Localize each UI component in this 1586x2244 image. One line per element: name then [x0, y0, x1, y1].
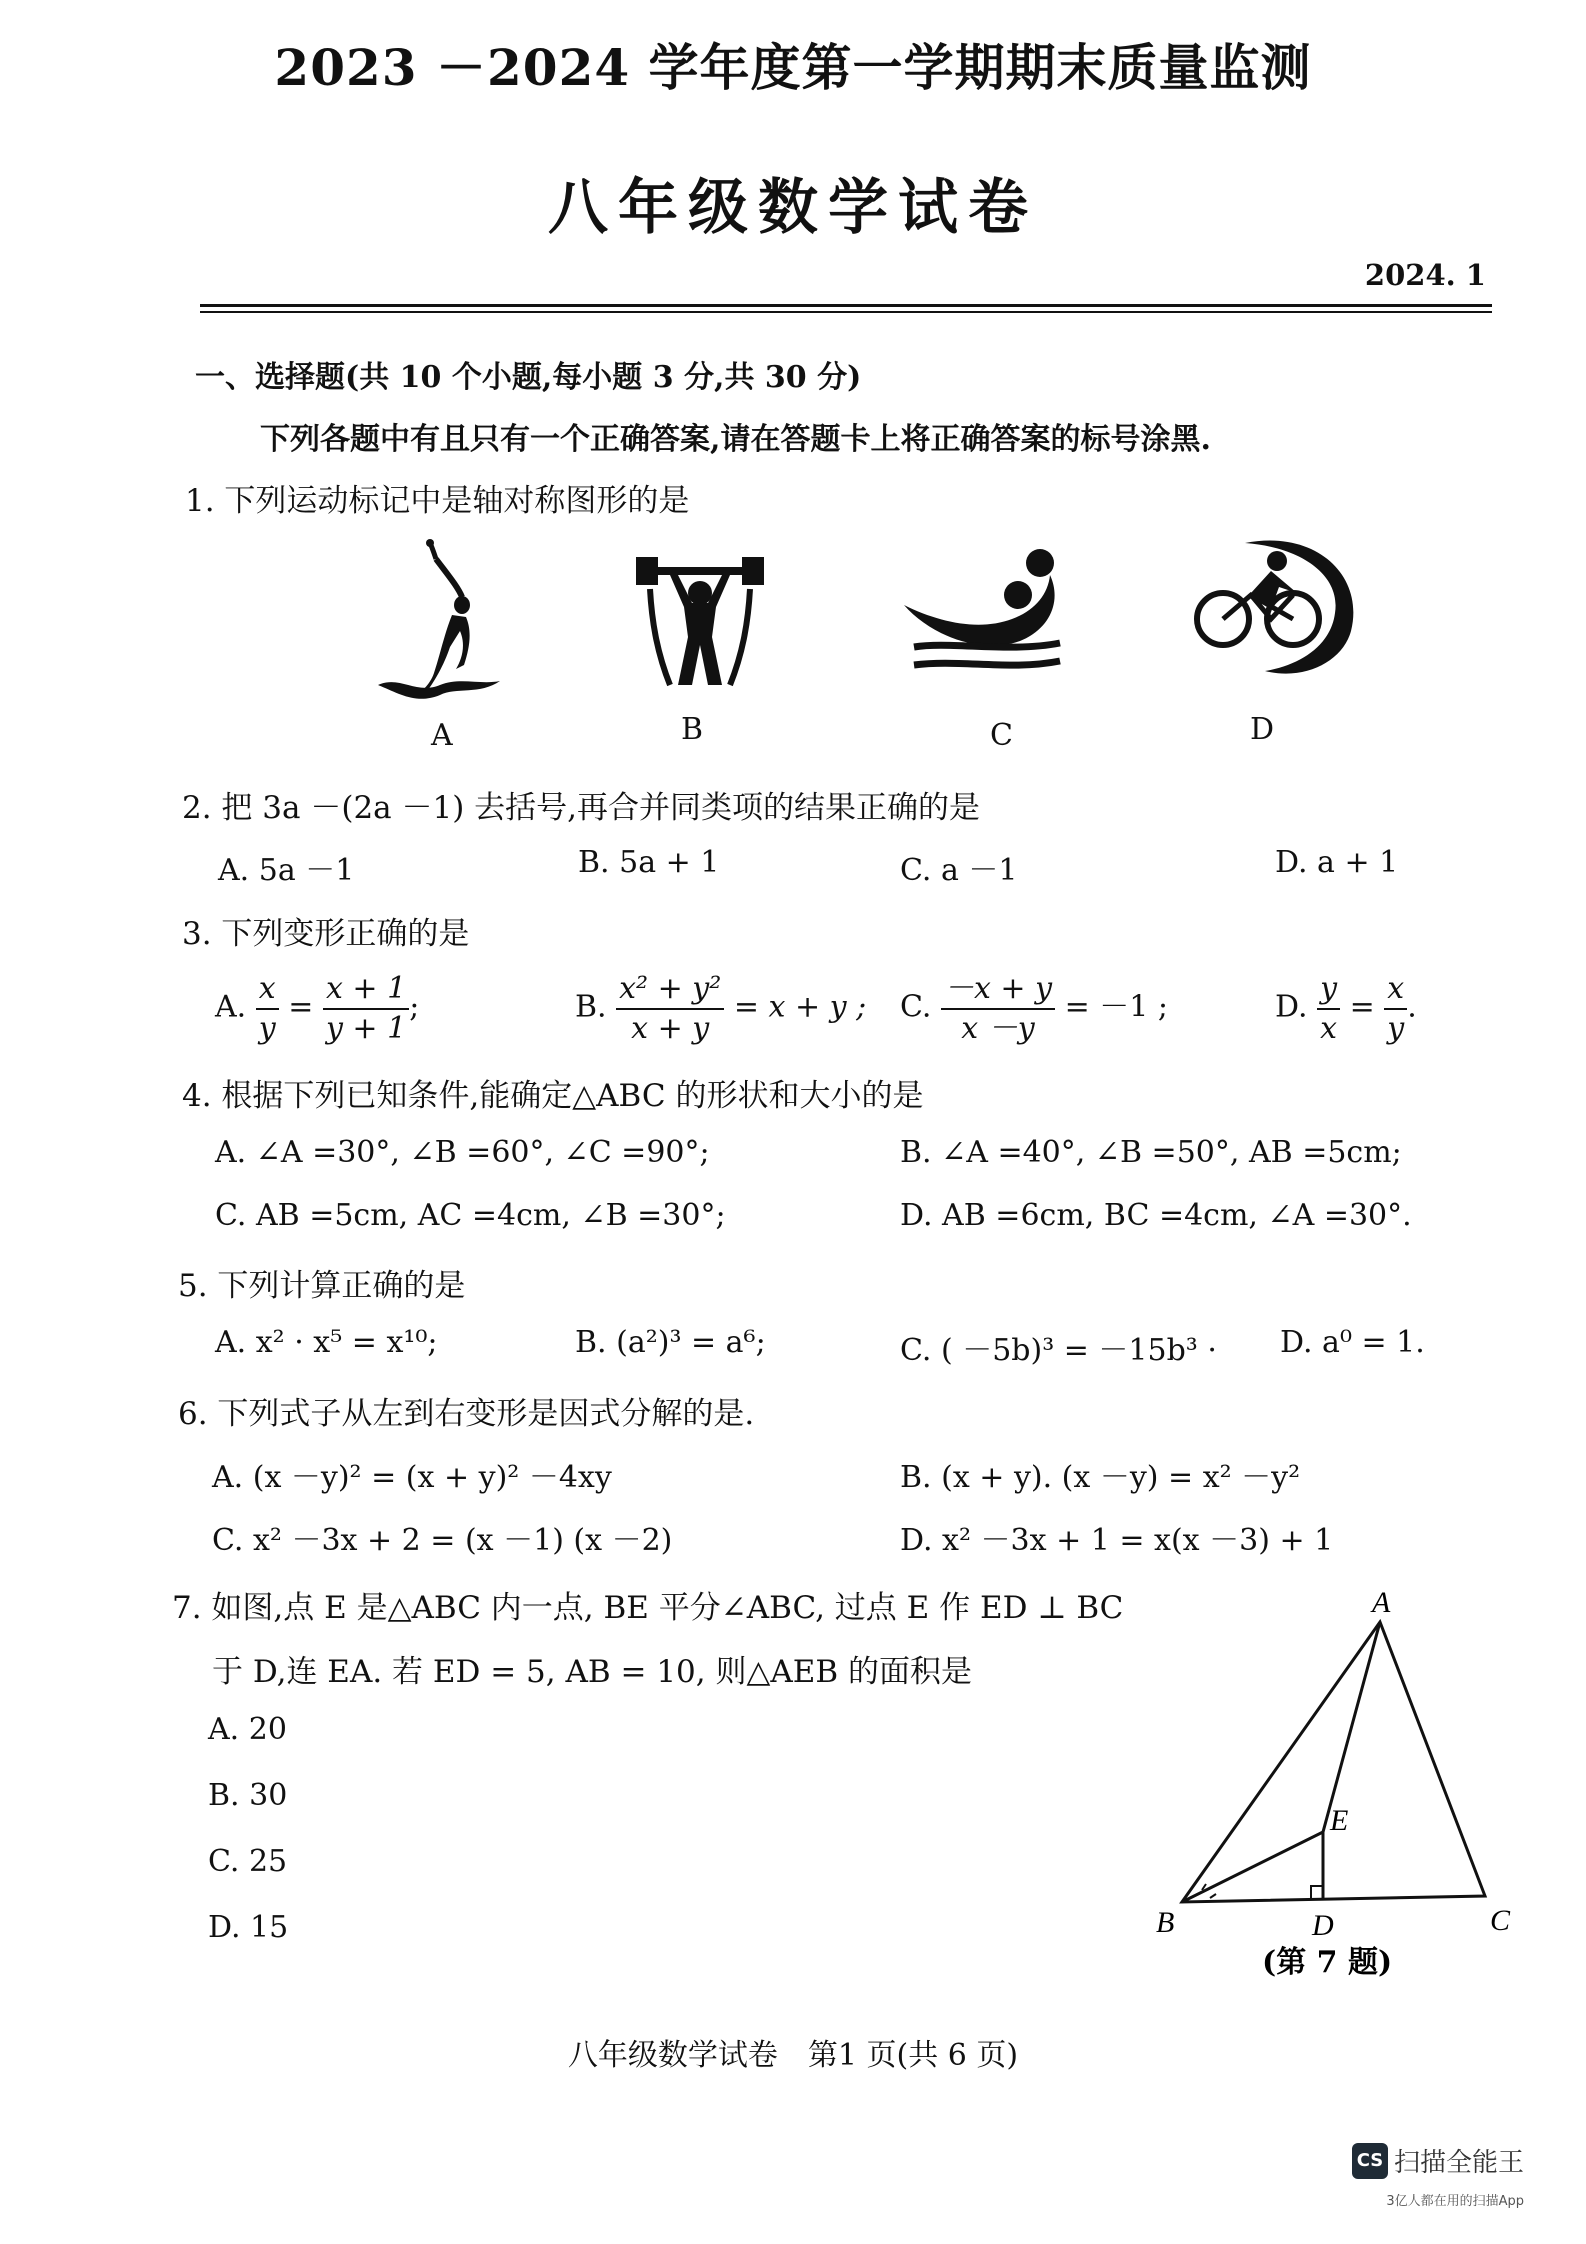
q6-option-d: D. x² －3x + 1 = x(x －3) + 1: [900, 1523, 1334, 1558]
scanner-name: 扫描全能王: [1393, 2148, 1524, 2178]
q2-option-a: A. 5a －1: [218, 853, 355, 888]
q2-stem: 2. 把 3a －(2a －1) 去括号,再合并同类项的结果正确的是: [182, 790, 981, 826]
q7-option-d: D. 15: [208, 1910, 289, 1945]
golfer-icon: [370, 535, 510, 705]
q3-b-prefix: B.: [575, 989, 607, 1025]
scanner-watermark: [1352, 2142, 1524, 2179]
q3-stem: 3. 下列变形正确的是: [182, 916, 470, 952]
fraction: [616, 970, 724, 1047]
numerator: x² + y²: [616, 970, 724, 1010]
point-e-label: E: [1330, 1804, 1349, 1837]
fraction: [1384, 970, 1407, 1047]
q3-option-a: [215, 970, 419, 1047]
exam-date: 2024. 1: [1364, 258, 1486, 292]
denominator: y: [1387, 1010, 1405, 1046]
fraction: [323, 970, 409, 1047]
segment-ea: [1323, 1622, 1380, 1832]
q1-label-a: A: [431, 718, 453, 753]
page-footer: 八年级数学试卷 第1 页(共 6 页): [567, 2038, 1019, 2073]
q4-option-d: D. AB =6cm, BC =4cm, ∠A =30°.: [900, 1198, 1412, 1233]
denominator: y + 1: [325, 1010, 407, 1046]
right-angle-mark: [1311, 1886, 1323, 1899]
q3-option-d: [1275, 970, 1417, 1047]
q3-b-rest: = x + y ;: [733, 989, 867, 1025]
equals-sign: =: [288, 989, 314, 1025]
numerator: －x + y: [941, 970, 1055, 1010]
q2-option-c: C. a －1: [900, 853, 1018, 888]
section-instruction: 下列各题中有且只有一个正确答案,请在答题卡上将正确答案的标号涂黑.: [260, 422, 1211, 457]
q1-label-c: C: [990, 718, 1013, 753]
q5-option-b: B. (a²)³ = a⁶;: [575, 1325, 766, 1360]
weightlifter-icon: [630, 545, 770, 695]
fraction: [256, 970, 279, 1047]
q3-option-c: [900, 970, 1168, 1047]
point-d-label: D: [1312, 1909, 1334, 1942]
semicolon: ;: [409, 989, 420, 1025]
cyclist-icon: [1185, 535, 1360, 685]
q3-c-rest: = －1 ;: [1064, 989, 1168, 1025]
q5-option-a: A. x² · x⁵ = x¹⁰;: [215, 1325, 438, 1360]
fraction: [941, 970, 1055, 1047]
q7-option-a: A. 20: [208, 1712, 287, 1747]
exam-subject-title: 八年级数学试卷: [548, 173, 1038, 243]
q3-c-prefix: C.: [900, 989, 932, 1025]
q4-option-c: C. AB =5cm, AC =4cm, ∠B =30°;: [215, 1198, 726, 1233]
q3-a-prefix: A.: [215, 989, 247, 1025]
q6-option-a: A. (x －y)² = (x + y)² －4xy: [212, 1460, 612, 1495]
triangle-abc: [1182, 1622, 1485, 1902]
q5-option-d: D. a⁰ = 1.: [1280, 1325, 1425, 1360]
q1-label-b: B: [681, 712, 704, 747]
figure-caption: (第 7 题): [1262, 1945, 1393, 1980]
q1-label-d: D: [1250, 712, 1275, 747]
header-rule: [200, 304, 1492, 307]
denominator: x: [1320, 1010, 1338, 1046]
denominator: y: [258, 1010, 276, 1046]
q2-option-b: B. 5a + 1: [578, 845, 720, 880]
q4-option-a: A. ∠A =30°, ∠B =60°, ∠C =90°;: [215, 1135, 710, 1170]
equals-sign: =: [1349, 989, 1375, 1025]
numerator: x: [256, 970, 279, 1010]
exam-header-title: 2023 －2024 学年度第一学期期末质量监测: [274, 38, 1312, 97]
period: .: [1407, 989, 1417, 1025]
q7-option-c: C. 25: [208, 1844, 288, 1879]
point-b-label: B: [1156, 1906, 1175, 1939]
q6-option-c: C. x² －3x + 2 = (x －1) (x －2): [212, 1523, 673, 1558]
segment-be: [1182, 1832, 1323, 1902]
q5-option-c: C. ( －5b)³ = －15b³ ·: [900, 1333, 1217, 1368]
section-heading: 一、选择题(共 10 个小题,每小题 3 分,共 30 分): [195, 360, 862, 395]
scanner-tagline: 3亿人都在用的扫描App: [1386, 2194, 1524, 2209]
q6-option-b: B. (x + y). (x －y) = x² －y²: [900, 1460, 1301, 1495]
point-a-label: A: [1372, 1586, 1391, 1619]
q3-option-b: [575, 970, 866, 1047]
q4-option-b: B. ∠A =40°, ∠B =50°, AB =5cm;: [900, 1135, 1402, 1170]
denominator: x －y: [961, 1010, 1035, 1046]
q6-stem: 6. 下列式子从左到右变形是因式分解的是.: [178, 1396, 755, 1432]
numerator: y: [1317, 970, 1340, 1010]
numerator: x + 1: [323, 970, 409, 1010]
q4-stem: 4. 根据下列已知条件,能确定△ABC 的形状和大小的是: [182, 1078, 924, 1114]
numerator: x: [1384, 970, 1407, 1010]
q5-stem: 5. 下列计算正确的是: [178, 1268, 466, 1304]
q7-stem-line2: 于 D,连 EA. 若 ED = 5, AB = 10, 则△AEB 的面积是: [212, 1654, 972, 1690]
q7-option-b: B. 30: [208, 1778, 288, 1813]
scanner-logo-icon: CS: [1352, 2143, 1388, 2179]
q7-stem-line1: 7. 如图,点 E 是△ABC 内一点, BE 平分∠ABC, 过点 E 作 ED ⊥ BC: [172, 1590, 1124, 1626]
header-rule-thin: [200, 311, 1492, 313]
q3-d-prefix: D.: [1275, 989, 1308, 1025]
q2-option-d: D. a + 1: [1275, 845, 1399, 880]
fraction: [1317, 970, 1340, 1047]
point-c-label: C: [1490, 1904, 1511, 1937]
water-polo-icon: [900, 545, 1070, 685]
q1-stem: 1. 下列运动标记中是轴对称图形的是: [185, 483, 690, 519]
denominator: x + y: [631, 1010, 710, 1046]
triangle-figure: [1150, 1580, 1530, 1980]
